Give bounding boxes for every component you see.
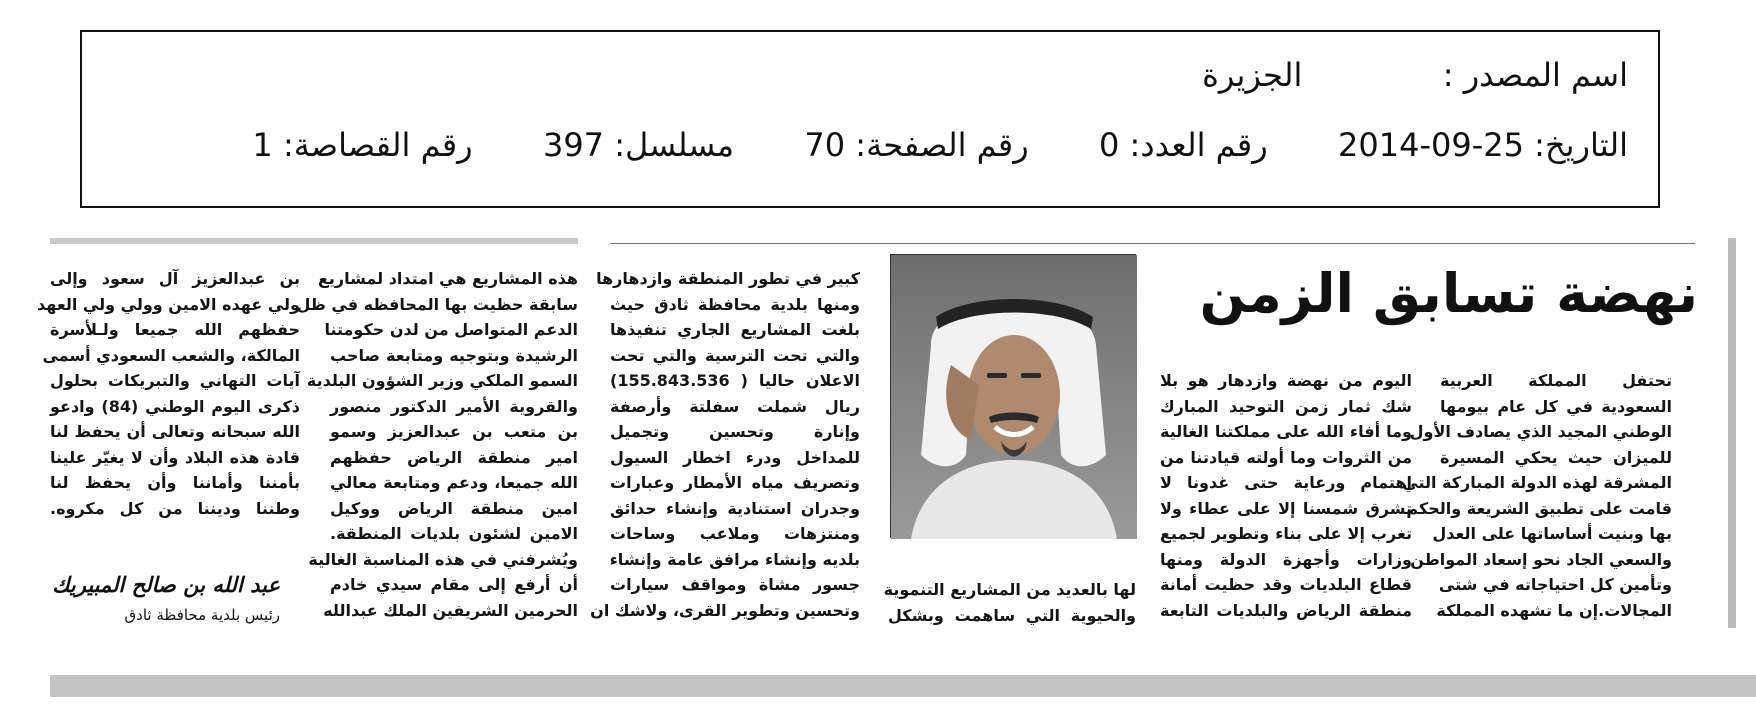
article-line: سابقة حظيت بها المحافظه في ظل — [296, 294, 578, 314]
article-line: والحيوية التي ساهمت وبشكل — [888, 605, 1136, 625]
issue-value: 0 — [1099, 126, 1120, 164]
article-column-4 — [590, 266, 860, 623]
article-line: وطننا وديننا من كل مكروه. — [50, 498, 300, 518]
article-line: المجالات.إن ما تشهده المملكة — [1436, 600, 1672, 620]
article-line: السعودية في كل عام بيومها — [1440, 396, 1672, 416]
article-line: وتصريف مياه الأمطار وعبارات — [610, 473, 860, 492]
details-line — [252, 126, 1628, 164]
article-column-1 — [1402, 368, 1672, 623]
top-right-rule — [610, 243, 1695, 244]
article-column-5 — [296, 266, 578, 623]
article-line: وتأمين كل احتياجاته في شتى — [1438, 575, 1672, 594]
article-line: بلديه وإنشاء مرافق عامة وإنشاء — [609, 549, 860, 569]
bottom-bar — [50, 675, 1756, 697]
article-line: بن عبدالعزيز آل سعود وإلى — [50, 269, 300, 288]
article-line: الوطني المجيد الذي يصادف الأول — [1409, 422, 1672, 441]
article-line: السمو الملكي وزير الشؤون البلدية — [306, 371, 578, 390]
article-line: اليوم من نهضة وازدهار هو بلا — [1160, 371, 1412, 390]
author-name: عبد الله بن صالح المبيريك — [52, 573, 280, 597]
article-line: تشرق شمسنا إلا على عطاء ولا — [1160, 498, 1412, 518]
article-line: امير منطقة الرياض حفظهم — [330, 447, 578, 467]
article-line: قامت على تطبيق الشريعة والحكم — [1406, 498, 1672, 518]
article-line: الامين لشئون بلديات المنطقة. — [330, 524, 578, 543]
article-line: حفظهم الله جميعا ولـلأسرة — [50, 320, 300, 339]
date-label: التاريخ: — [1534, 126, 1628, 164]
metadata-box — [80, 30, 1660, 208]
top-left-rule — [50, 238, 578, 244]
serial-label: مسلسل: — [614, 126, 735, 164]
date-value: 2014-09-25 — [1338, 126, 1524, 164]
article-line: المشرقة لهذه الدولة المباركة التي — [1402, 473, 1672, 492]
article-line: ريال شملت سفلتة وأرصفة — [610, 396, 860, 416]
article-line: من الثروات وما أولته قيادتنا من — [1160, 447, 1412, 467]
article-line: والتي تحت الترسية والتي تحت — [610, 345, 860, 365]
author-photo — [890, 254, 1136, 538]
article-line: وما أفاء الله على مملكتنا الغالية — [1160, 422, 1412, 441]
article-line: الاعلان حاليا ( 155.843.536) — [610, 371, 860, 390]
right-edge-bar — [1728, 238, 1736, 628]
article-column-6 — [37, 266, 300, 521]
clip-label: رقم القصاصة: — [282, 126, 473, 164]
article-line: أن أرفع إلى مقام سيدي خادم — [330, 575, 578, 594]
article-line: بها وبنيت أساساتها على العدل — [1432, 524, 1672, 543]
article-headline: نهضة تسابق الزمن — [1199, 262, 1698, 325]
article-line: بأمننا وأماننا وأن يحفظ لنا — [50, 473, 300, 492]
article-line: ذكرى اليوم الوطني (84) وادعو — [50, 396, 300, 416]
article-line: بلغت المشاريع الجاري تنفيذها — [610, 320, 860, 339]
article-line: ولي عهده الامين وولي ولي العهد — [37, 294, 300, 314]
article-line: ويُشرفني في هذه المناسبة الغالية — [308, 549, 578, 569]
article-line: الحرمين الشريفين الملك عبدالله — [323, 600, 578, 620]
article-line: آيات التهاني والتبريكات بحلول — [50, 371, 300, 390]
article-line: وتحسين وتطوير القرى، ولاشك ان — [590, 600, 860, 620]
article-line: ومنها بلدية محافظة ثادق حيث — [610, 294, 860, 314]
page-label: رقم الصفحة: — [855, 126, 1029, 164]
article-line: ومنتزهات وملاعب وساحات — [610, 524, 860, 543]
article-line: تحتفل المملكة العربية — [1440, 371, 1672, 390]
article-line: الله جميعا، ودعم ومتابعة معالي — [330, 473, 578, 492]
article-line: المالكة، والشعب السعودي أسمى — [42, 345, 300, 365]
article-line: الله سبحانه وتعالى أن يحفظ لنا — [50, 422, 300, 441]
article-line: هذه المشاريع هي امتداد لمشاريع — [317, 269, 578, 288]
article-line: منطقة الرياض والبلديات التابعة — [1160, 600, 1412, 620]
article-column-3 — [883, 577, 1136, 628]
source-label: اسم المصدر : — [1442, 56, 1628, 94]
article-line: امين منطقة الرياض ووكيل — [330, 498, 578, 518]
article-line: الرشيدة وبتوجيه ومتابعة صاحب — [330, 345, 578, 365]
page-value: 70 — [804, 126, 846, 164]
article-line: الدعم المتواصل من لدن حكومتنا — [324, 320, 578, 339]
article-line: وجدران استنادية وإنشاء حدائق — [610, 498, 860, 518]
article-line: اهتمام ورعاية حتى غدونا لا — [1160, 473, 1412, 492]
article-line: للمداخل ودرء اخطار السيول — [610, 447, 860, 467]
issue-label: رقم العدد: — [1129, 126, 1268, 164]
article-line: بن متعب بن عبدالعزيز وسمو — [330, 422, 578, 441]
article-line: شك ثمار زمن التوحيد المبارك — [1160, 396, 1412, 416]
article-line: وزارات وأجهزة الدولة ومنها — [1160, 549, 1412, 569]
portrait-image — [891, 255, 1137, 539]
article-line: للميزان حيث يحكي المسيرة — [1440, 447, 1672, 467]
article-column-2 — [1160, 368, 1412, 623]
serial-value: 397 — [542, 126, 605, 164]
article-line: لها بالعديد من المشاريع التنموية — [883, 580, 1136, 599]
article-line: والسعي الجاد نحو إسعاد المواطن — [1410, 549, 1672, 569]
source-value: الجزيرة — [1202, 56, 1303, 94]
article-line: قطاع البلديات وقد حظيت أمانة — [1160, 575, 1412, 594]
source-line — [1202, 56, 1628, 94]
author-title: رئيس بلدية محافظة ثادق — [124, 606, 280, 624]
article-line: تغرب إلا على بناء وتطوير لجميع — [1160, 524, 1412, 543]
article-line: والقروية الأمير الدكتور منصور — [330, 396, 578, 416]
article-line: كبير في تطور المنطقة وازدهارها — [596, 269, 860, 288]
article-line: قادة هذه البلاد وأن لا يغيّر علينا — [50, 447, 300, 467]
clip-value: 1 — [252, 126, 273, 164]
article-line: وإنارة وتحسين وتجميل — [610, 422, 860, 441]
article-line: جسور مشاة ومواقف سيارات — [610, 575, 860, 594]
